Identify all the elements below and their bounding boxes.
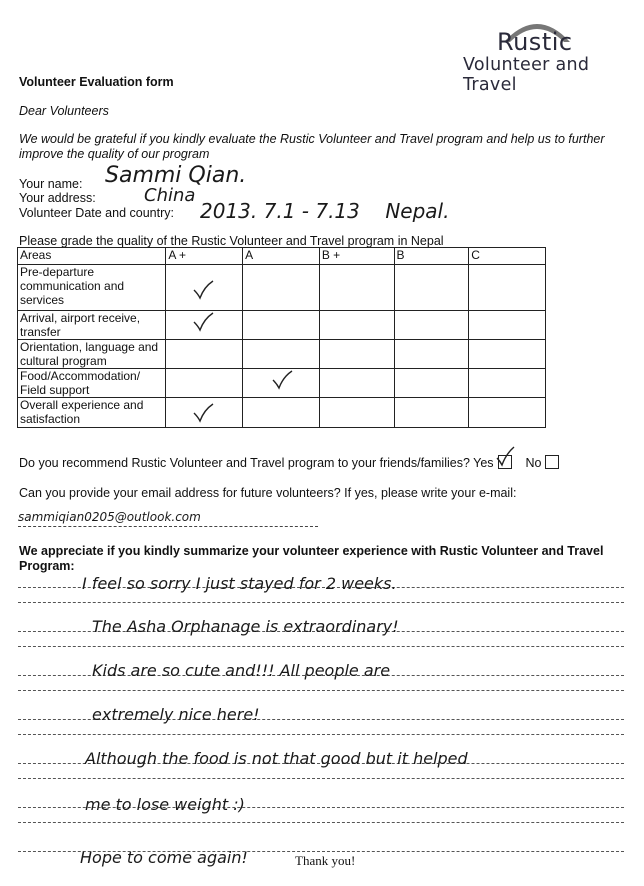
grades-row (18, 398, 546, 428)
date-country-label: Volunteer Date and country: (19, 206, 174, 220)
summary-line-2[interactable]: The Asha Orphanage is extraordinary! (92, 617, 399, 636)
grade-cell-b[interactable] (394, 398, 469, 428)
grades-row (18, 311, 546, 340)
area-label: Orientation, language and cultural program (18, 340, 166, 369)
recommend-question: Do you recommend Rustic Volunteer and Travel program to your friends/families? (19, 456, 470, 470)
grade-cell-a-plus[interactable] (166, 311, 243, 340)
col-areas: Areas (18, 248, 166, 265)
area-label: Pre-departure communication and services (18, 265, 166, 311)
grade-cell-b[interactable] (394, 311, 469, 340)
logo-word: Rustic (497, 28, 573, 56)
col-b: B (394, 248, 469, 265)
ruled-line (18, 602, 624, 603)
grade-cell-a[interactable] (243, 340, 320, 369)
summary-line-4[interactable]: extremely nice here! (92, 705, 260, 724)
area-label: Overall experience and satisfaction (18, 398, 166, 428)
summary-line-7[interactable]: Hope to come again! (80, 848, 248, 867)
grade-cell-c[interactable] (469, 369, 546, 398)
grades-row (18, 340, 546, 369)
summary-line-1[interactable]: I feel so sorry I just stayed for 2 weeks. (82, 574, 397, 593)
email-question: Can you provide your email address for future volunteers? If yes, please write your e-mail: (19, 486, 517, 500)
form-title: Volunteer Evaluation form (19, 75, 174, 89)
grades-heading: Please grade the quality of the Rustic Volunteer and Travel program in Nepal (19, 234, 444, 248)
col-a: A (243, 248, 320, 265)
ruled-line (18, 690, 624, 691)
grades-table (17, 247, 546, 428)
no-checkbox[interactable] (545, 455, 559, 469)
email-value[interactable]: sammiqian0205@outlook.com (18, 510, 201, 524)
summary-line-5[interactable]: Although the food is not that good but it helped (85, 749, 468, 768)
col-c: C (469, 248, 546, 265)
grade-cell-a[interactable] (243, 369, 320, 398)
check-icon (495, 446, 515, 468)
grade-cell-a-plus[interactable] (166, 369, 243, 398)
summary-question: We appreciate if you kindly summarize your volunteer experience with Rustic Volunteer and Travel Program: (19, 544, 604, 573)
check-icon (271, 369, 293, 391)
yes-checkbox[interactable] (498, 455, 512, 469)
ruled-line (18, 734, 624, 735)
ruled-line (18, 646, 624, 647)
thank-you: Thank you! (295, 853, 356, 868)
grade-cell-a[interactable] (243, 265, 320, 311)
col-b-plus: B + (319, 248, 394, 265)
grade-cell-a[interactable] (243, 398, 320, 428)
grade-cell-b-plus[interactable] (319, 398, 394, 428)
check-icon (192, 402, 214, 424)
grades-header-row (18, 248, 546, 265)
grade-cell-c[interactable] (469, 265, 546, 311)
yes-label: Yes (473, 456, 494, 470)
grade-cell-a-plus[interactable] (166, 398, 243, 428)
grade-cell-a-plus[interactable] (166, 265, 243, 311)
no-label: No (525, 456, 542, 470)
name-label: Your name: (19, 177, 83, 191)
address-value[interactable]: China (144, 185, 196, 206)
greeting: Dear Volunteers (19, 104, 109, 118)
grade-cell-b-plus[interactable] (319, 340, 394, 369)
summary-line-6[interactable]: me to lose weight :) (85, 795, 245, 814)
logo-subtitle: Volunteer and Travel (463, 55, 590, 95)
email-underline (18, 526, 318, 527)
grade-cell-c[interactable] (469, 398, 546, 428)
grade-cell-b[interactable] (394, 265, 469, 311)
grades-row (18, 265, 546, 311)
area-label: Food/Accommodation/ Field support (18, 369, 166, 398)
intro-text: We would be grateful if you kindly evaluate the Rustic Volunteer and Travel program and help us to further improve the quality of our program (19, 132, 605, 161)
grades-row (18, 369, 546, 398)
recommend-row (19, 455, 559, 470)
grade-cell-b-plus[interactable] (319, 369, 394, 398)
grade-cell-c[interactable] (469, 311, 546, 340)
check-icon (192, 279, 214, 301)
name-value[interactable]: Sammi Qian. (105, 163, 247, 188)
date-country-value[interactable]: 2013. 7.1 - 7.13 Nepal. (200, 199, 450, 223)
summary-line-3[interactable]: Kids are so cute and!!! All people are (92, 661, 391, 680)
grade-cell-c[interactable] (469, 340, 546, 369)
check-icon (192, 311, 214, 333)
grade-cell-b-plus[interactable] (319, 265, 394, 311)
grade-cell-b[interactable] (394, 340, 469, 369)
grade-cell-b-plus[interactable] (319, 311, 394, 340)
address-label: Your address: (19, 191, 96, 205)
grade-cell-a-plus[interactable] (166, 340, 243, 369)
area-label: Arrival, airport receive, transfer (18, 311, 166, 340)
grade-cell-a[interactable] (243, 311, 320, 340)
ruled-line (18, 822, 624, 823)
col-a-plus: A + (166, 248, 243, 265)
grade-cell-b[interactable] (394, 369, 469, 398)
ruled-line (18, 778, 624, 779)
